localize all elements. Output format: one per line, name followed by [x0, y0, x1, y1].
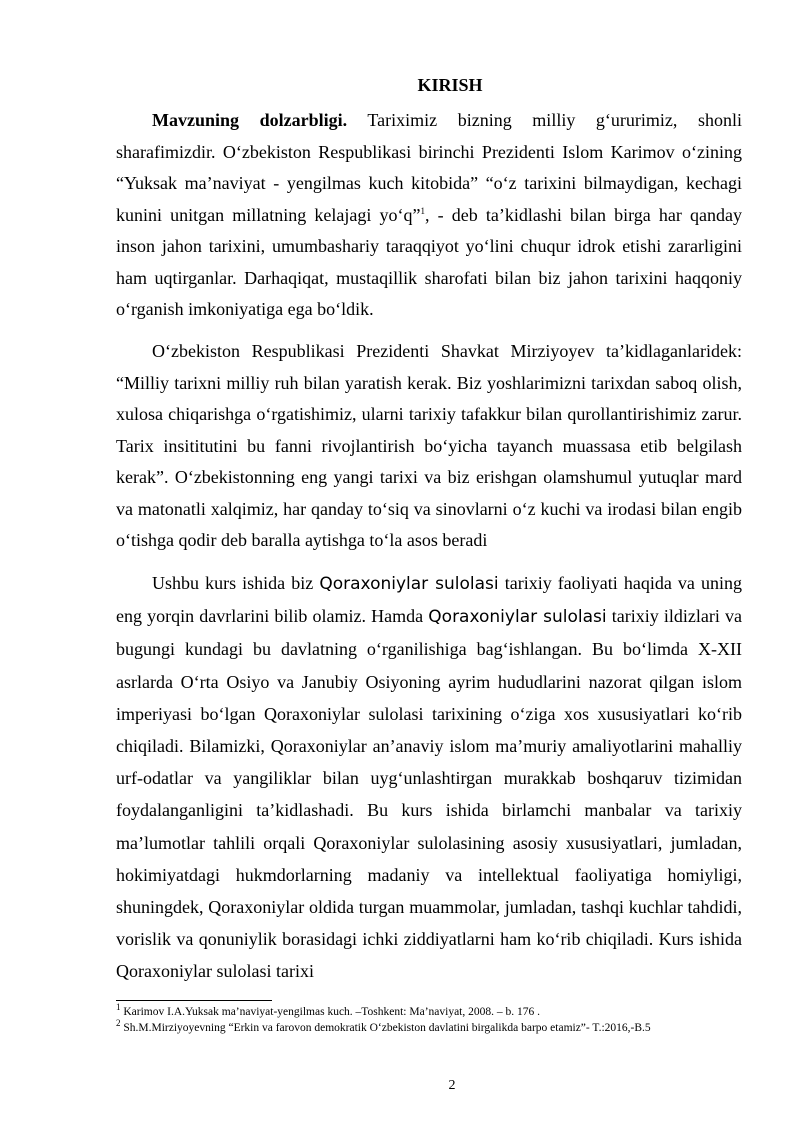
paragraph-text: O‘zbekiston Respublikasi Prezidenti Shavkat Mirziyoyev ta’kidlaganlaridek: “Milliy tarixni milliy ruh bilan yaratish kerak. Biz yoshlarimizni tarixdan saboq olish, xulosa chiqarishga o‘rgatishimiz, ularni tarixiy tafakkur bilan qurollantirishimiz zarur. Tarix insititutini bu fanni rivojlantirish bo‘yicha tayanch muassasa etib belgilash kerak”. O‘zbekistonning eng yangi tarixi va biz erishgan olamshumul yutuqlar mard va matonatli xalqimiz, har qanday to‘siq va sinovlarni o‘z kuchi va irodasi bilan engib o‘tishga qodir deb baralla aytishga to‘la asos beradi: [116, 341, 742, 550]
paragraph-course-overview: [116, 567, 742, 988]
dynasty-name: Qoraxoniylar sulolasi: [428, 607, 607, 628]
paragraph-president-quote: [116, 336, 742, 557]
footnote-2: [116, 1018, 742, 1036]
page-title: KIRISH: [417, 75, 483, 95]
paragraph-text: , - deb ta’kidlashi bilan birga har qanday inson jahon tarixini, umumbashariy taraqqiyot yo‘lini chuqur idrok etishi zararligini ham uqtirganlar. Darhaqiqat, mustaqillik sharofati bilan biz jahon tarixini haqqoniy o‘rganish imkoniyatiga ega bo‘ldik.: [116, 204, 742, 319]
footnote-text: Sh.M.Mirziyoyevning “Erkin va farovon demokratik O‘zbekiston davlatini birgalikda barpo etamiz”- T.:2016,-B.5: [120, 1022, 651, 1034]
paragraph-text: Tariximiz bizning milliy g‘ururimiz, shonli sharafimizdir. O‘zbekiston Respublikasi birinchi Prezidenti Islom Karimov o‘zining “Yuksak ma’naviyat - yengilmas kuch kitobida” “o‘z tarixini bilmaydigan, kechagi kunini unitgan millatning kelajagi yo‘q”: [116, 110, 742, 225]
footnote-text: Karimov I.A.Yuksak ma’naviyat-yengilmas kuch. –Toshkent: Ma’naviyat, 2008. – b. 176 .: [120, 1006, 541, 1018]
section-lead: Mavzuning dolzarbligi.: [152, 110, 348, 130]
footnote-mark: 2: [116, 1018, 121, 1029]
dynasty-name: Qoraxoniylar sulolasi: [319, 574, 499, 594]
paragraph-text: Ushbu kurs ishida biz: [152, 573, 320, 593]
paragraph-relevance: [116, 105, 742, 326]
footnote-ref[interactable]: 1: [420, 205, 425, 216]
page-number: 2: [448, 1078, 456, 1093]
footnote-1: [116, 1002, 742, 1020]
paragraph-text: tarixiy ildizlari va bugungi kundagi bu davlatning o‘rganilishiga bag‘ishlangan. Bu bo‘limda X-XII asrlarda O‘rta Osiyo va Janubiy Osiyoning ayrim hududlarini nazorat qilgan islom imperiyasi bo‘lgan Qoraxoniylar sulolasi tarixining o‘ziga xos xususiyatlari ko‘rib chiqiladi. Bilamizki, Qoraxoniylar an’anaviy islom ma’muriy amaliyotlarini mahalliy urf-odatlar va yangiliklar bilan uyg‘unlashtirgan murakkab boshqaruv tizimidan foydalanganligini ta’kidlashadi. Bu kurs ishida birlamchi manbalar va tarixiy ma’lumotlar tahlili orqali Qoraxoniylar sulolasining asosiy xususiyatlari, jumladan, hokimiyatdagi hukmdorlarning madaniy va intellektual faoliyatiga homiyligi, shuningdek, Qoraxoniylar oldida turgan muammolar, jumladan, tashqi kuchlar tahdidi, vorislik va qonuniylik borasidagi ichki ziddiyatlarni ham ko‘rib chiqiladi. Kurs ishida Qoraxoniylar sulolasi tarixi: [116, 606, 743, 982]
footnote-divider: [116, 1000, 272, 1001]
footnote-mark: 1: [116, 1002, 121, 1013]
paragraph-text: tarixiy faoliyati haqida va uning eng yorqin davrlarini bilib olamiz. Hamda: [116, 573, 742, 627]
